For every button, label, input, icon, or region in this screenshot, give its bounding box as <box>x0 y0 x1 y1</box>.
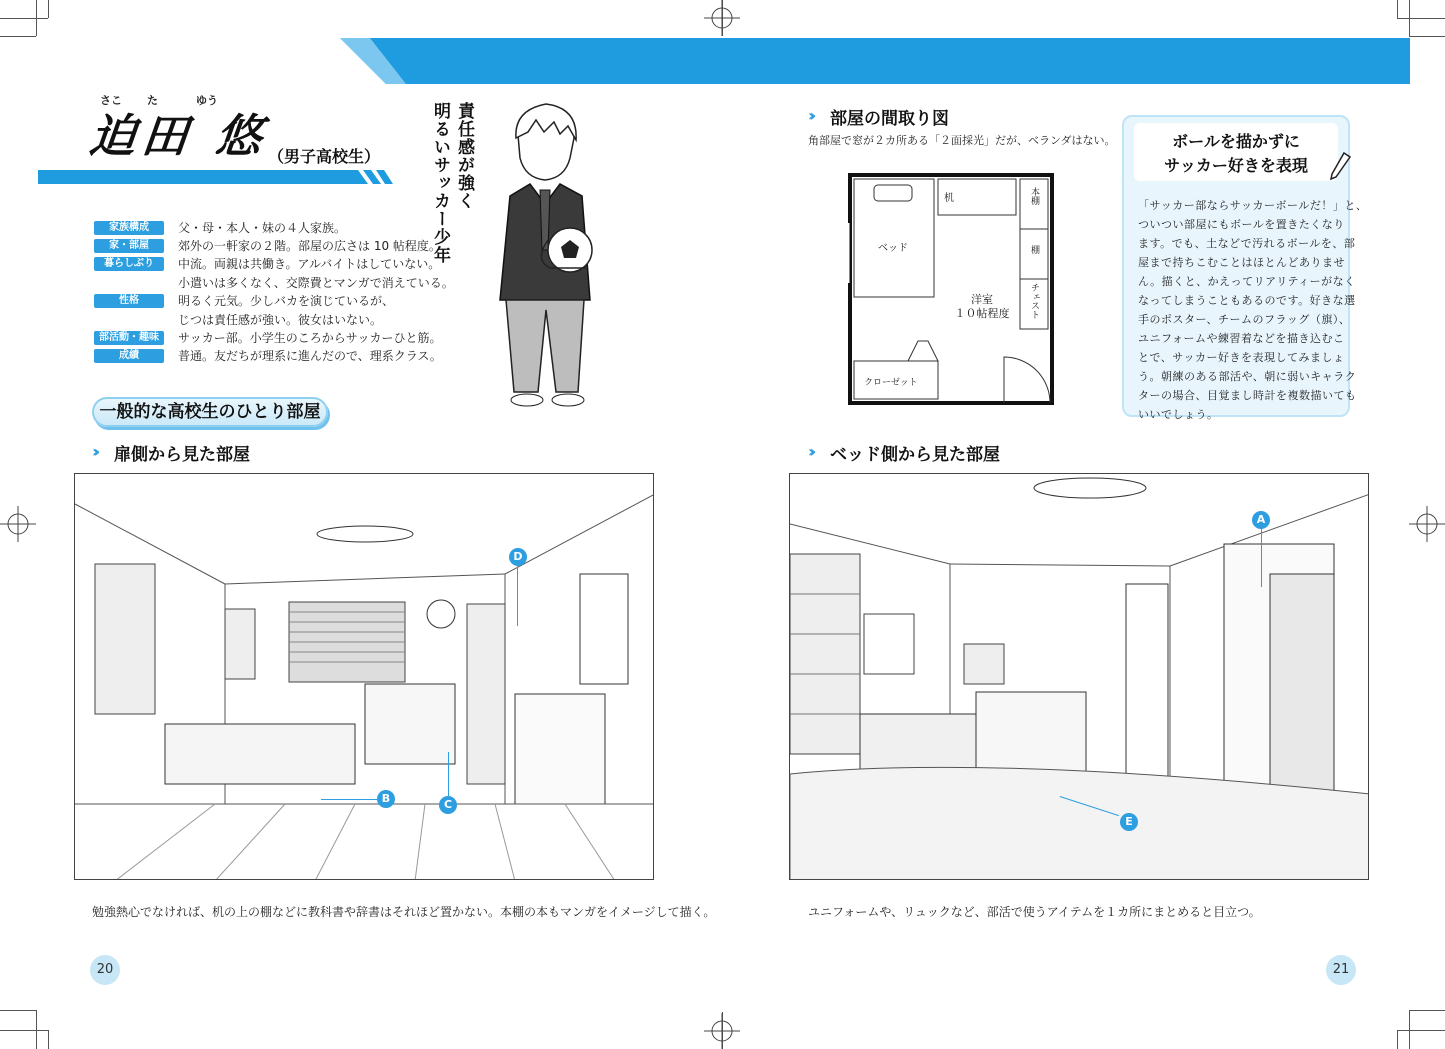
tagline-line: 責任感が強く <box>454 102 474 210</box>
tip-body-line: いいでしょう。 <box>1138 408 1219 421</box>
crop-mark <box>0 18 48 19</box>
tip-box <box>1122 115 1368 421</box>
crop-mark <box>1397 0 1398 18</box>
crop-mark <box>36 0 37 36</box>
page-number: 21 <box>1326 955 1356 985</box>
tip-body-line: とで、サッカー好きを表現してみましょ <box>1138 351 1345 364</box>
page-number: 20 <box>90 955 120 985</box>
crop-mark <box>48 1030 49 1049</box>
profile-label: 部活動・趣味 <box>94 331 164 345</box>
crop-mark <box>1397 1030 1398 1049</box>
tip-body-line: 手のポスター、チームのフラッグ（旗）、 <box>1138 313 1351 326</box>
name-underline-bar <box>38 170 393 184</box>
section-heading-text: 部屋の間取り図 <box>830 109 949 129</box>
crop-mark <box>1409 1010 1410 1049</box>
crop-mark <box>0 1030 48 1031</box>
marker-badge: C <box>439 796 457 814</box>
furigana: ゆう <box>196 94 218 107</box>
marker-badge: E <box>1120 813 1138 831</box>
registration-mark-icon <box>704 1013 740 1049</box>
marker-badge: A <box>1252 511 1270 529</box>
section-heading <box>808 440 1000 465</box>
tip-body-line: 「サッカー部ならサッカーボールだ！」と、 <box>1138 199 1368 212</box>
character-name: 迫田 悠 <box>86 109 271 163</box>
registration-mark-icon <box>704 0 740 36</box>
registration-mark-icon <box>1409 506 1445 542</box>
profile-label: 家族構成 <box>94 221 164 235</box>
tip-title-box <box>1134 123 1338 181</box>
character-illustration <box>470 100 620 420</box>
tip-body-line: ターの場合、目覚まし時計を複数描いても <box>1138 389 1357 402</box>
floor-plan-subtitle: 角部屋で窓が２カ所ある「２面採光」だが、ベランダはない。 <box>808 134 1116 147</box>
section-pill-label: 一般的な高校生のひとり部屋 <box>99 402 321 422</box>
caption: ユニフォームや、リュックなど、部活で使うアイテムを１カ所にまとめると目立つ。 <box>808 905 1261 919</box>
tip-title-line: サッカー好きを表現 <box>1164 156 1308 175</box>
tip-body-line: なってしまうこともあるのです。好きな選 <box>1138 294 1356 307</box>
crop-mark <box>48 0 49 18</box>
profile-text: 郊外の一軒家の２階。部屋の広さは 10 帖程度。 <box>178 239 441 253</box>
section-heading-text: 扉側から見た部屋 <box>114 445 250 465</box>
furigana: た <box>147 94 158 107</box>
tip-body-line: ついつい部屋にもボールを置きたくなり <box>1138 218 1345 231</box>
tip-body-line: ん。描くと、かえってリアリティーがなく <box>1138 275 1356 288</box>
profile-label: 成績 <box>94 349 164 363</box>
tip-body-line: ます。でも、土などで汚れるボールを、部 <box>1138 237 1356 250</box>
double-chevron-icon: ›› <box>808 106 812 125</box>
floor-plan <box>848 173 1054 405</box>
profile-text: 小遣いは多くなく、交際費とマンガで消えている。 <box>178 276 454 290</box>
profile-text: 中流。両親は共働き。アルバイトはしていない。 <box>178 257 441 271</box>
profile-text: じつは責任感が強い。彼女はいない。 <box>178 313 383 327</box>
room-sketch <box>790 474 1369 880</box>
crop-mark <box>0 36 36 37</box>
marker-badge: D <box>509 548 527 566</box>
section-pill <box>92 397 328 427</box>
character-role: （男子高校生） <box>268 147 381 166</box>
room-sketch <box>75 474 654 880</box>
floor-plan-label: ベッド <box>878 243 908 254</box>
marker-leader <box>1261 529 1262 587</box>
room-illustration-bed-side <box>789 473 1369 880</box>
floor-plan-label: クローゼット <box>864 378 918 388</box>
crop-mark <box>1397 18 1445 19</box>
crop-mark <box>36 1010 37 1049</box>
profile-text: サッカー部。小学生のころからサッカーひと筋。 <box>178 331 442 345</box>
profile-text: 父・母・本人・妹の４人家族。 <box>178 221 347 235</box>
double-chevron-icon: ›› <box>808 442 812 461</box>
profile-label: 家・部屋 <box>94 239 164 253</box>
section-heading-text: ベッド側から見た部屋 <box>830 445 1000 465</box>
double-chevron-icon: ›› <box>92 442 96 461</box>
top-banner <box>340 38 1410 84</box>
profile-label: 性格 <box>94 294 164 308</box>
caption: 勉強熱心でなければ、机の上の棚などに教科書や辞書はそれほど置かない。本棚の本もマンガをイメージして描く。 <box>92 905 716 919</box>
marker-badge: B <box>377 790 395 808</box>
profile-text: 明るく元気。少しバカを演じているが、 <box>178 294 395 308</box>
tip-body-line: 屋まで持ちこむことはほとんどありませ <box>1138 256 1345 269</box>
profile-label: 暮らしぶり <box>94 257 164 271</box>
floor-plan-label: 机 <box>944 193 954 204</box>
section-heading <box>808 104 949 129</box>
crop-mark <box>1409 0 1410 36</box>
floor-plan-label: 洋室 <box>971 293 993 306</box>
floor-plan-label: 棚 <box>1029 245 1039 254</box>
crop-mark <box>1409 1010 1445 1011</box>
floor-plan-label: １０帖程度 <box>954 307 1010 320</box>
registration-mark-icon <box>0 506 36 542</box>
crop-mark <box>1397 1030 1445 1031</box>
tip-body-line: う。朝練のある部活や、朝に弱いキャラク <box>1138 370 1357 383</box>
furigana: さこ <box>100 94 122 107</box>
floor-plan-outline <box>848 173 1054 405</box>
floor-plan-label: 本棚 <box>1029 187 1039 205</box>
marker-leader <box>321 799 377 800</box>
profile-text: 普通。友だちが理系に進んだので、理系クラス。 <box>178 349 442 363</box>
crop-mark <box>1409 36 1445 37</box>
tagline-line: 明るいサッカー少年 <box>430 102 450 264</box>
section-heading <box>92 440 250 465</box>
room-illustration-door-side <box>74 473 654 880</box>
tip-body-line: ユニフォームや練習着などを描き込むこ <box>1138 332 1345 345</box>
tip-title-line: ボールを描かずに <box>1172 132 1300 151</box>
marker-leader <box>448 752 449 796</box>
crop-mark <box>0 1010 36 1011</box>
floor-plan-label: チェスト <box>1029 283 1039 319</box>
marker-leader <box>517 566 518 626</box>
pencil-icon <box>1328 151 1352 181</box>
